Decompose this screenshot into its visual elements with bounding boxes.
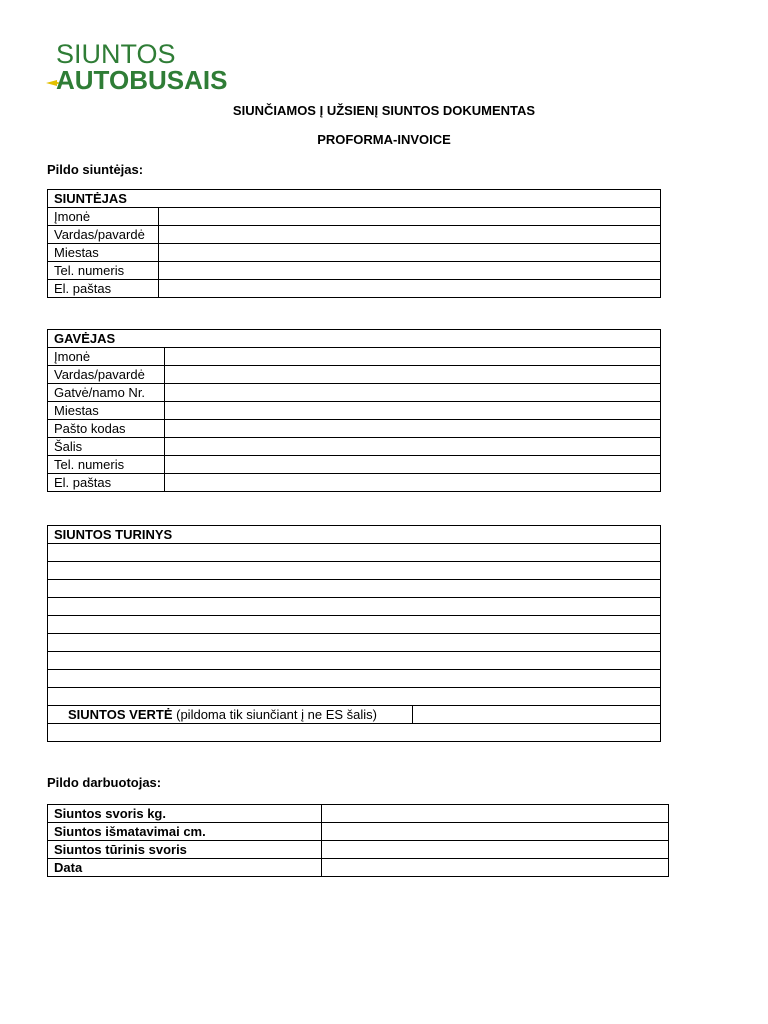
field-input[interactable] <box>165 384 661 402</box>
table-row <box>48 280 661 298</box>
table-row <box>48 262 661 280</box>
field-label: Vardas/pavardė <box>48 226 159 244</box>
sender-section-label: Pildo siuntėjas: <box>47 162 144 177</box>
field-input[interactable] <box>159 244 661 262</box>
table-row <box>48 438 661 456</box>
field-label: Įmonė <box>48 348 165 366</box>
table-row <box>48 348 661 366</box>
document-subtitle: PROFORMA-INVOICE <box>317 132 451 147</box>
table-row <box>48 706 661 724</box>
contents-line-input[interactable] <box>48 688 661 706</box>
contents-line-input[interactable] <box>48 616 661 634</box>
field-label: Pašto kodas <box>48 420 165 438</box>
logo-text-bottom: AUTOBUSAIS <box>56 65 228 95</box>
table-row <box>48 634 661 652</box>
document-title: SIUNČIAMOS Į UŽSIENĮ SIUNTOS DOKUMENTAS <box>232 103 536 118</box>
contents-table-header: SIUNTOS TURINYS <box>48 526 661 544</box>
table-row <box>48 544 661 562</box>
field-label: Siuntos svoris kg. <box>48 805 322 823</box>
sender-table-header: SIUNTĖJAS <box>48 190 661 208</box>
logo-text-top: SIUNTOS <box>56 39 176 69</box>
field-label: Miestas <box>48 402 165 420</box>
sender-table <box>47 189 661 298</box>
contents-line-input[interactable] <box>48 670 661 688</box>
table-row <box>48 652 661 670</box>
table-row <box>48 384 661 402</box>
value-line-input[interactable] <box>48 724 661 742</box>
field-label: Gatvė/namo Nr. <box>48 384 165 402</box>
table-row <box>48 226 661 244</box>
field-label: El. paštas <box>48 474 165 492</box>
field-input[interactable] <box>159 226 661 244</box>
field-input[interactable] <box>159 262 661 280</box>
field-input[interactable] <box>165 348 661 366</box>
table-row <box>48 598 661 616</box>
worker-table <box>47 804 669 877</box>
table-row <box>48 616 661 634</box>
contents-line-input[interactable] <box>48 544 661 562</box>
value-label-bold: SIUNTOS VERTĖ <box>68 707 173 722</box>
table-row <box>48 366 661 384</box>
field-label: Vardas/pavardė <box>48 366 165 384</box>
table-row <box>48 402 661 420</box>
recipient-table-header: GAVĖJAS <box>48 330 661 348</box>
contents-line-input[interactable] <box>48 652 661 670</box>
company-logo <box>46 39 228 95</box>
value-input[interactable] <box>413 706 661 724</box>
field-label: El. paštas <box>48 280 159 298</box>
field-input[interactable] <box>165 474 661 492</box>
contents-line-input[interactable] <box>48 580 661 598</box>
field-input[interactable] <box>322 823 669 841</box>
table-row <box>48 724 661 742</box>
field-label: Siuntos išmatavimai cm. <box>48 823 322 841</box>
worker-section-label: Pildo darbuotojas: <box>47 775 162 790</box>
table-row <box>48 859 669 877</box>
field-input[interactable] <box>322 805 669 823</box>
table-row <box>48 841 669 859</box>
table-row <box>48 474 661 492</box>
field-label: Siuntos tūrinis svoris <box>48 841 322 859</box>
contents-line-input[interactable] <box>48 634 661 652</box>
field-input[interactable] <box>159 280 661 298</box>
table-row <box>48 562 661 580</box>
table-row <box>48 456 661 474</box>
field-input[interactable] <box>165 402 661 420</box>
value-label-note: (pildoma tik siunčiant į ne ES šalis) <box>172 707 377 722</box>
field-input[interactable] <box>322 859 669 877</box>
field-input[interactable] <box>165 366 661 384</box>
field-input[interactable] <box>165 456 661 474</box>
field-label: Miestas <box>48 244 159 262</box>
table-row <box>48 580 661 598</box>
contents-table <box>47 525 661 742</box>
field-label: Tel. numeris <box>48 262 159 280</box>
field-label: Šalis <box>48 438 165 456</box>
field-input[interactable] <box>165 420 661 438</box>
value-label <box>48 706 413 724</box>
contents-line-input[interactable] <box>48 562 661 580</box>
table-row <box>48 208 661 226</box>
table-row <box>48 420 661 438</box>
contents-line-input[interactable] <box>48 598 661 616</box>
field-label: Tel. numeris <box>48 456 165 474</box>
table-row <box>48 688 661 706</box>
recipient-table <box>47 329 661 492</box>
field-input[interactable] <box>322 841 669 859</box>
field-input[interactable] <box>159 208 661 226</box>
field-label: Įmonė <box>48 208 159 226</box>
table-row <box>48 670 661 688</box>
table-row <box>48 823 669 841</box>
table-row <box>48 805 669 823</box>
field-input[interactable] <box>165 438 661 456</box>
table-row <box>48 244 661 262</box>
field-label: Data <box>48 859 322 877</box>
